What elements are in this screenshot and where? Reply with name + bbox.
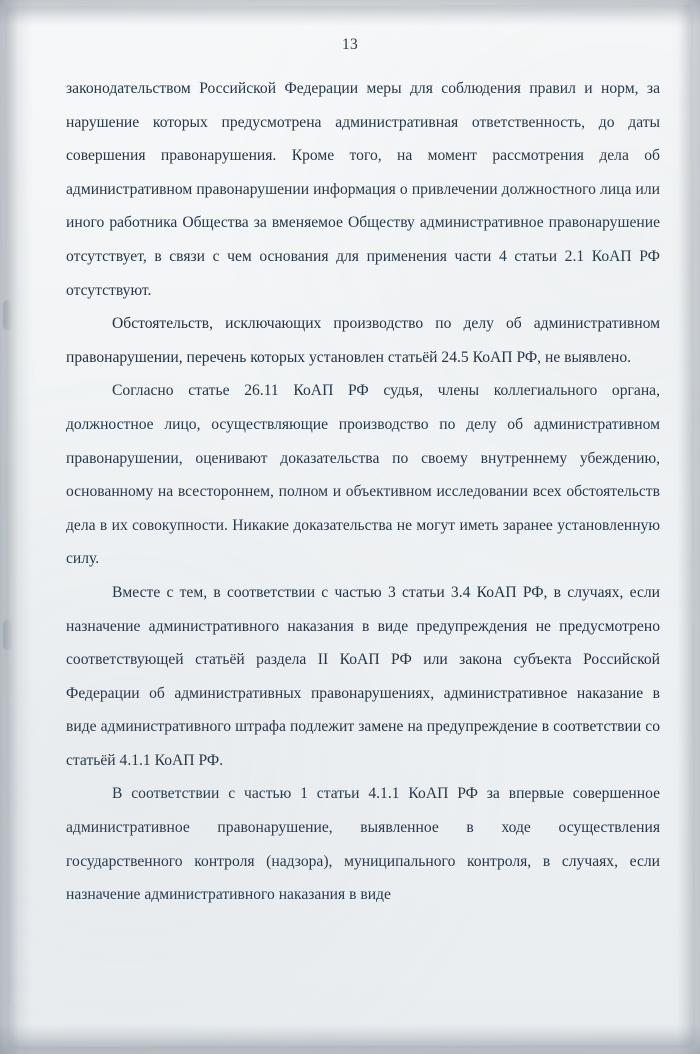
document-body	[66, 72, 660, 912]
paragraph: Обстоятельств, исключающих производство по делу об административном правонарушении, перечень которых установлен статьёй 24.5 КоАП РФ, не выявлено.	[66, 315, 660, 366]
page-number: 13	[342, 36, 358, 53]
paragraph: В соответствии с частью 1 статьи 4.1.1 КоАП РФ за впервые совершенное административное правонарушение, выявленное в ходе осуществления государственного контроля (надзора), муниципального контроля, в случаях, если назначение административного наказания в виде	[66, 785, 660, 904]
paragraph: Согласно статье 26.11 КоАП РФ судья, члены коллегиального органа, должностное лицо, осуществляющие производство по делу об административном правонарушении, оценивают доказательства по своему внутреннему убеждению, основанному на всестороннем, полном и объективном исследовании всех обстоятельств дела в их совокупности. Никакие доказательства не могут иметь заранее установленную силу.	[66, 382, 660, 568]
paragraph: законодательством Российской Федерации меры для соблюдения правил и норм, за нарушение которых предусмотрена административная ответственность, до даты совершения правонарушения. Кроме того, на момент рассмотрения дела об административном правонарушении информация о привлечении должностного лица или иного работника Общества за вменяемое Обществу административное правонарушение отсутствует, в связи с чем основания для применения части 4 статьи 2.1 КоАП РФ отсутствуют.	[66, 80, 660, 299]
paragraph: Вместе с тем, в соответствии с частью 3 статьи 3.4 КоАП РФ, в случаях, если назначение административного наказания в виде предупреждения не предусмотрено соответствующей статьёй раздела II КоАП РФ или закона субъекта Российской Федерации об административных правонарушениях, административное наказание в виде административного штрафа подлежит замене на предупреждение в соответствии со статьёй 4.1.1 КоАП РФ.	[66, 583, 660, 769]
